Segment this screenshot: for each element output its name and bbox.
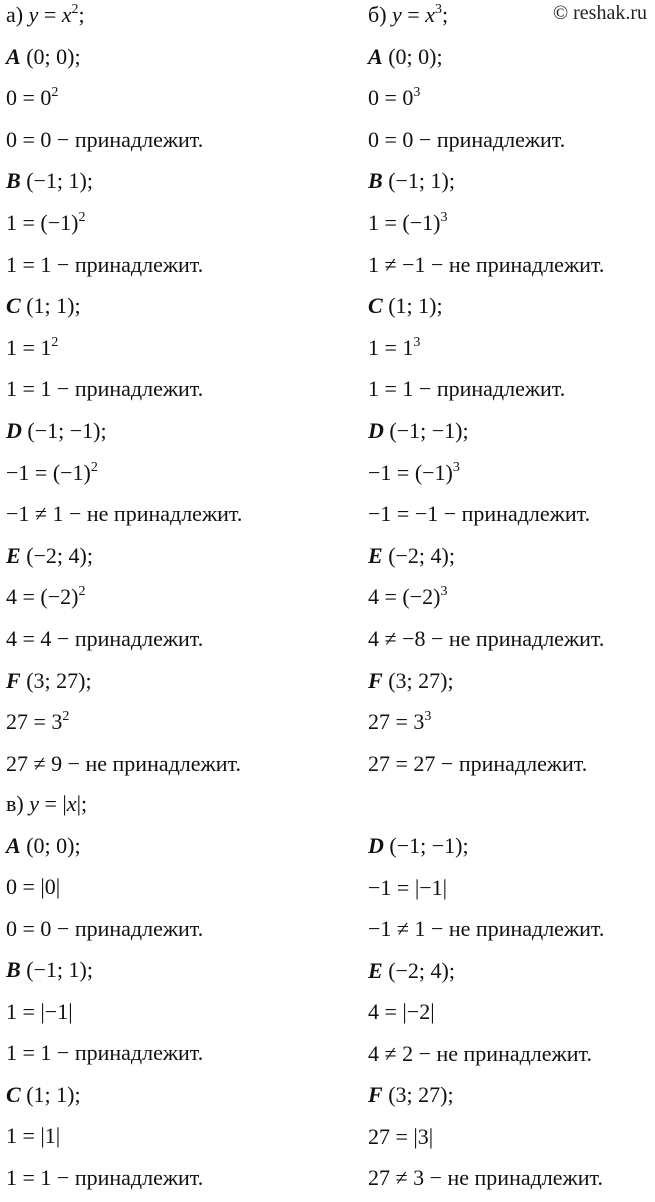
solution-line-c-right: [368, 1041, 592, 1067]
text: (1; 1);: [20, 1081, 81, 1107]
point-label: A: [368, 43, 383, 69]
solution-line-b: [368, 210, 447, 236]
exponent: 3: [452, 459, 460, 475]
solution-line-b: [368, 127, 565, 153]
text: =: [38, 2, 62, 27]
text: = |: [38, 791, 67, 816]
solution-line-b: [368, 709, 431, 735]
point-label: E: [6, 542, 21, 568]
text: 1 = (−1): [368, 210, 441, 235]
point-label: B: [368, 168, 383, 194]
text: 1 = 1 − принадлежит.: [6, 251, 204, 277]
solution-line-a: [6, 626, 203, 652]
text: ;: [441, 2, 449, 27]
text: (−2; 4);: [382, 542, 455, 568]
text: =: [401, 2, 426, 27]
text: −1 = (−1): [368, 459, 453, 485]
solution-line-b: [368, 44, 443, 70]
text: 0 = 0 − принадлежит.: [6, 915, 204, 941]
text: 1 = (−1): [6, 210, 79, 235]
text: 1 = 1 − принадлежит.: [6, 1164, 204, 1190]
exponent: 2: [51, 85, 59, 101]
text: (−1; 1);: [20, 957, 93, 982]
point-label: D: [6, 418, 22, 443]
solution-line-b: [368, 376, 565, 402]
text: (−1; −1);: [21, 418, 107, 443]
solution-line-b: [368, 543, 455, 569]
text: 4 = 4 − принадлежит.: [6, 626, 204, 651]
exponent: 2: [71, 2, 79, 17]
text: 27 = 27 − принадлежит.: [368, 750, 588, 776]
solution-line-a: [6, 584, 85, 610]
text: (1; 1);: [20, 293, 81, 319]
solution-line-b: [368, 252, 604, 278]
point-label: F: [368, 1082, 383, 1107]
text: −1 ≠ 1 − не принадлежит.: [368, 916, 605, 941]
solution-line-b: [368, 85, 420, 111]
exponent: 3: [413, 85, 421, 101]
text: (0; 0);: [20, 832, 81, 858]
solution-line-c-left: [6, 1082, 81, 1108]
text: 27 ≠ 3 − не принадлежит.: [368, 1165, 603, 1190]
exponent: 3: [440, 210, 448, 225]
text: (0; 0);: [20, 43, 81, 69]
text: −1 ≠ 1 − не принадлежит.: [6, 501, 243, 527]
point-label: C: [6, 1081, 21, 1107]
solution-line-a: [6, 376, 203, 402]
text: (−2; 4);: [382, 957, 455, 983]
solution-line-c-right: [368, 1165, 603, 1191]
solution-line-b: [368, 584, 447, 610]
solution-line-b: [368, 168, 455, 194]
solution-line-b: [368, 293, 443, 319]
watermark-text: © reshak.ru: [552, 2, 647, 24]
point-label: F: [6, 667, 21, 693]
text: 0 = 0 − принадлежит.: [368, 126, 566, 152]
text: (3; 27);: [382, 1082, 454, 1107]
solution-line-c-right: [368, 875, 447, 901]
solution-line-c-left: [6, 999, 73, 1025]
text: 4 = |−2|: [368, 999, 435, 1024]
text: в): [6, 791, 30, 816]
solution-line-a: [6, 2, 85, 28]
math-variable: y: [29, 791, 39, 816]
text: −1 = (−1): [6, 459, 91, 485]
text: 27 = |3|: [368, 1123, 434, 1149]
solution-line-a: [6, 751, 241, 777]
solution-line-a: [6, 709, 69, 735]
solution-line-b: [368, 668, 454, 694]
solution-line-c-left: [6, 957, 93, 983]
point-label: B: [6, 957, 21, 982]
solution-line-a: [6, 252, 203, 278]
solution-line-c-right: [368, 916, 604, 942]
point-label: C: [6, 293, 21, 319]
text: 1 ≠ −1 − не принадлежит.: [368, 251, 605, 277]
text: 1 = 1 − принадлежит.: [6, 1040, 204, 1065]
point-label: D: [368, 418, 384, 443]
solution-line-b: [368, 501, 590, 527]
text: (0; 0);: [382, 43, 443, 69]
math-variable: y: [392, 2, 402, 27]
point-label: B: [6, 168, 21, 194]
solution-line-a: [6, 460, 98, 486]
text: 4 ≠ 2 − не принадлежит.: [368, 1040, 592, 1066]
solution-line-c-left: [6, 833, 81, 859]
text: (3; 27);: [20, 667, 92, 693]
math-variable: x: [66, 791, 77, 816]
solution-line-a: [6, 501, 242, 527]
text: (1; 1);: [382, 293, 443, 319]
exponent: 3: [413, 334, 421, 350]
solution-line-b: [368, 626, 604, 652]
solution-line-c-right: [368, 833, 469, 859]
solution-line-c-left: [6, 916, 203, 942]
solution-line-c-right: [368, 1082, 454, 1108]
exponent: 3: [434, 2, 442, 17]
text: 27 ≠ 9 − не принадлежит.: [6, 750, 241, 776]
solution-line-a: [6, 127, 203, 153]
text: 1 = 1 − принадлежит.: [6, 376, 204, 402]
solution-line-a: [6, 85, 58, 111]
point-label: A: [6, 832, 21, 858]
solution-line-a: [6, 543, 93, 569]
solution-line-c-right: [368, 958, 455, 984]
text: (−1; −1);: [383, 833, 469, 858]
text: 1 = |1|: [6, 1123, 61, 1148]
text: (−1; 1);: [20, 168, 93, 194]
text: 1 = |−1|: [6, 998, 73, 1024]
text: (−2; 4);: [20, 542, 93, 568]
text: 1 = 1: [6, 334, 52, 360]
solution-line-b: [368, 335, 420, 361]
solution-line-c-left: [6, 1165, 203, 1191]
text: (3; 27);: [382, 667, 454, 693]
text: 0 = |0|: [6, 874, 61, 899]
solution-line-c-right: [368, 1124, 433, 1150]
solution-line-b: [368, 418, 469, 444]
solution-line-a: [6, 210, 85, 236]
solution-line-c-left: [6, 791, 87, 817]
solution-line-a: [6, 668, 92, 694]
solution-line-c-left: [6, 1040, 203, 1066]
solution-line-a: [6, 168, 93, 194]
exponent: 2: [90, 459, 98, 475]
text: 1 = 1 − принадлежит.: [368, 376, 566, 402]
point-label: C: [368, 293, 383, 319]
text: −1 = |−1|: [368, 874, 448, 900]
text: |;: [76, 791, 88, 816]
text: б): [368, 2, 393, 27]
solution-line-b: [368, 460, 460, 486]
text: а): [6, 2, 29, 27]
solution-line-a: [6, 418, 107, 444]
point-label: A: [6, 43, 21, 69]
text: 0 = 0: [368, 85, 414, 111]
solution-line-a: [6, 335, 58, 361]
point-label: E: [368, 957, 383, 983]
solution-line-b: [368, 2, 448, 28]
exponent: 2: [62, 709, 70, 725]
solution-line-a: [6, 293, 81, 319]
text: 4 = (−2): [6, 584, 79, 610]
math-variable: x: [425, 2, 435, 27]
solution-line-b: [368, 751, 587, 777]
text: 27 = 3: [368, 709, 425, 735]
text: 4 ≠ −8 − не принадлежит.: [368, 626, 605, 651]
text: (−1; 1);: [382, 168, 455, 194]
exponent: 2: [51, 334, 59, 350]
point-label: F: [368, 667, 383, 693]
text: 27 = 3: [6, 709, 63, 735]
solution-line-c-left: [6, 874, 60, 900]
math-variable: x: [61, 2, 72, 27]
exponent: 3: [440, 584, 448, 600]
text: 0 = 0 − принадлежит.: [6, 126, 204, 152]
text: ;: [78, 2, 85, 27]
solution-line-c-right: [368, 999, 435, 1025]
text: 0 = 0: [6, 85, 52, 111]
math-variable: y: [28, 2, 39, 27]
exponent: 3: [424, 709, 432, 725]
text: 1 = 1: [368, 334, 414, 360]
exponent: 2: [78, 210, 86, 225]
exponent: 2: [78, 584, 86, 600]
text: −1 = −1 − принадлежит.: [368, 501, 591, 527]
solution-line-c-left: [6, 1123, 60, 1149]
text: (−1; −1);: [383, 418, 469, 443]
point-label: D: [368, 833, 384, 858]
solution-line-a: [6, 44, 81, 70]
point-label: E: [368, 542, 383, 568]
text: 4 = (−2): [368, 584, 441, 610]
